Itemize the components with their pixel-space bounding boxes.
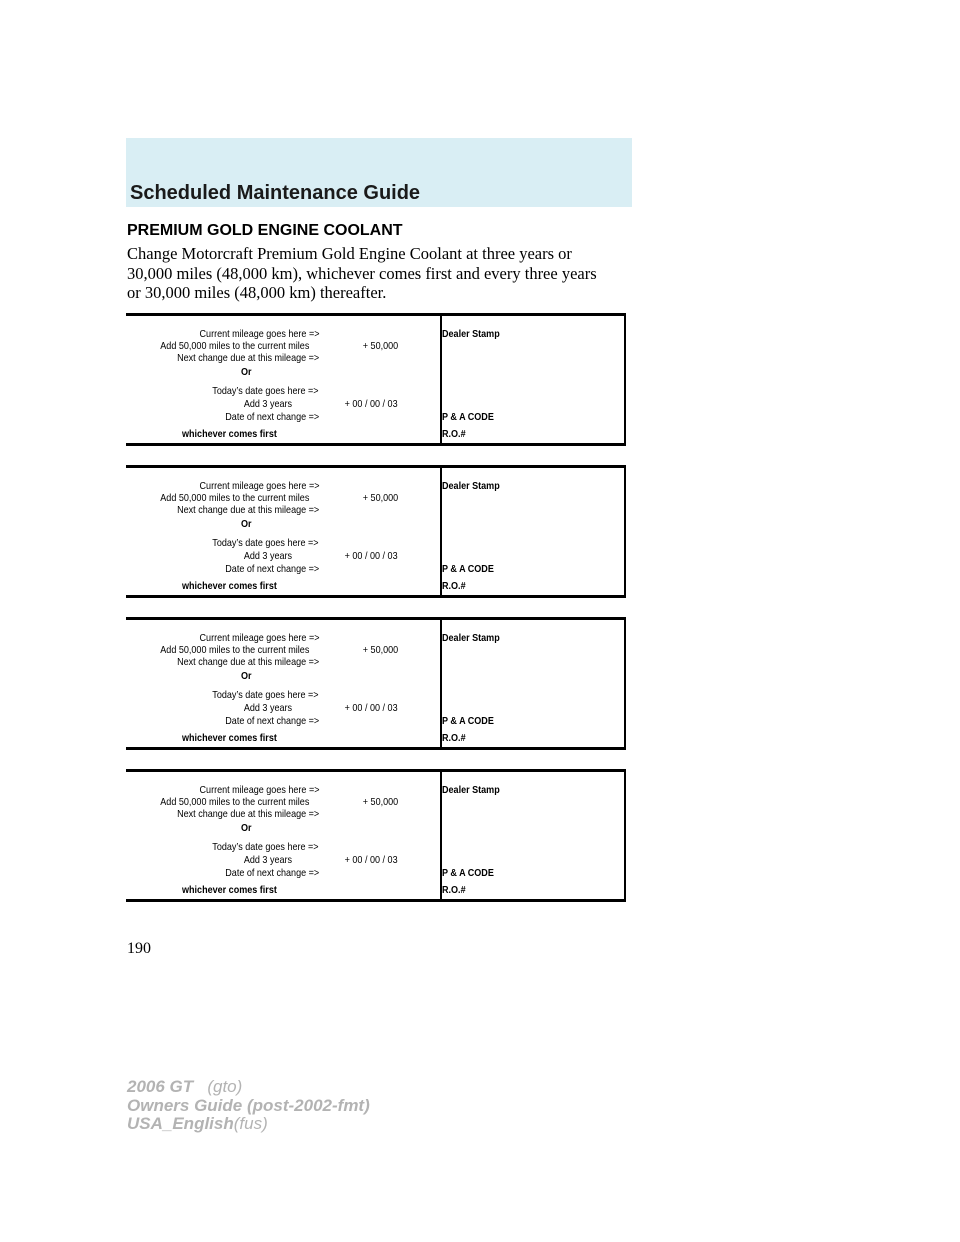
add-miles-label: Add 50,000 miles to the current miles [159,492,309,504]
pa-code-label: P & A CODE [442,867,494,879]
current-mileage-label: Current mileage goes here => [199,784,319,796]
add-miles-value: + 50,000 [362,644,398,656]
intro-line: 30,000 miles (48,000 km), whichever comes first and every three years [127,263,597,283]
dealer-stamp-label: Dealer Stamp [442,632,500,644]
footer-language-code: (fus) [233,1114,268,1133]
add-years-label: Add 3 years [243,398,292,410]
next-change-date-label: Date of next change => [225,715,319,727]
next-change-mileage-label: Next change due at this mileage => [176,656,319,668]
current-mileage-label: Current mileage goes here => [199,328,319,340]
or-label: Or [241,518,252,530]
add-miles-label: Add 50,000 miles to the current miles [159,340,309,352]
footer-model: 2006 GT [127,1077,194,1096]
add-years-value: + 00 / 00 / 03 [345,550,398,562]
whichever-label: whichever comes first [182,428,277,440]
footer-model-code: (gto) [207,1077,243,1096]
todays-date-label: Today’s date goes here => [212,841,319,853]
maintenance-record-box [126,769,626,902]
whichever-label: whichever comes first [182,732,277,744]
add-miles-value: + 50,000 [362,492,398,504]
or-label: Or [241,822,252,834]
add-years-label: Add 3 years [243,854,292,866]
add-miles-label: Add 50,000 miles to the current miles [159,796,309,808]
ro-label: R.O.# [442,428,466,440]
current-mileage-label: Current mileage goes here => [199,632,319,644]
whichever-label: whichever comes first [182,580,277,592]
or-label: Or [241,670,252,682]
add-years-value: + 00 / 00 / 03 [345,854,398,866]
add-years-label: Add 3 years [243,702,292,714]
maintenance-record-box [126,313,626,446]
current-mileage-label: Current mileage goes here => [199,480,319,492]
pa-code-label: P & A CODE [442,563,494,575]
todays-date-label: Today’s date goes here => [212,689,319,701]
next-change-date-label: Date of next change => [225,867,319,879]
pa-code-label: P & A CODE [442,411,494,423]
todays-date-label: Today’s date goes here => [212,537,319,549]
add-years-value: + 00 / 00 / 03 [345,702,398,714]
footer [127,1078,370,1134]
whichever-label: whichever comes first [182,884,277,896]
ro-label: R.O.# [442,580,466,592]
ro-label: R.O.# [442,732,466,744]
intro-paragraph [127,244,632,303]
pa-code-label: P & A CODE [442,715,494,727]
add-years-value: + 00 / 00 / 03 [345,398,398,410]
next-change-date-label: Date of next change => [225,411,319,423]
next-change-mileage-label: Next change due at this mileage => [176,352,319,364]
todays-date-label: Today’s date goes here => [212,385,319,397]
next-change-mileage-label: Next change due at this mileage => [176,504,319,516]
intro-line: Change Motorcraft Premium Gold Engine Coolant at three years or [127,244,572,263]
ro-label: R.O.# [442,884,466,896]
page-number: 190 [127,940,151,957]
add-miles-label: Add 50,000 miles to the current miles [159,644,309,656]
intro-line: or 30,000 miles (48,000 km) thereafter. [127,283,387,302]
footer-guide: Owners Guide (post-2002-fmt) [127,1095,370,1115]
next-change-date-label: Date of next change => [225,563,319,575]
dealer-stamp-label: Dealer Stamp [442,328,500,340]
footer-line-model [127,1078,370,1097]
add-miles-value: + 50,000 [362,796,398,808]
add-years-label: Add 3 years [243,550,292,562]
add-miles-value: + 50,000 [362,340,398,352]
maintenance-record-box [126,617,626,750]
footer-line-language [127,1115,370,1134]
section-heading: PREMIUM GOLD ENGINE COOLANT [127,222,403,239]
dealer-stamp-label: Dealer Stamp [442,480,500,492]
or-label: Or [241,366,252,378]
maintenance-record-box [126,465,626,598]
next-change-mileage-label: Next change due at this mileage => [176,808,319,820]
dealer-stamp-label: Dealer Stamp [442,784,500,796]
page-title: Scheduled Maintenance Guide [130,182,421,204]
footer-language: USA_English [127,1114,234,1133]
